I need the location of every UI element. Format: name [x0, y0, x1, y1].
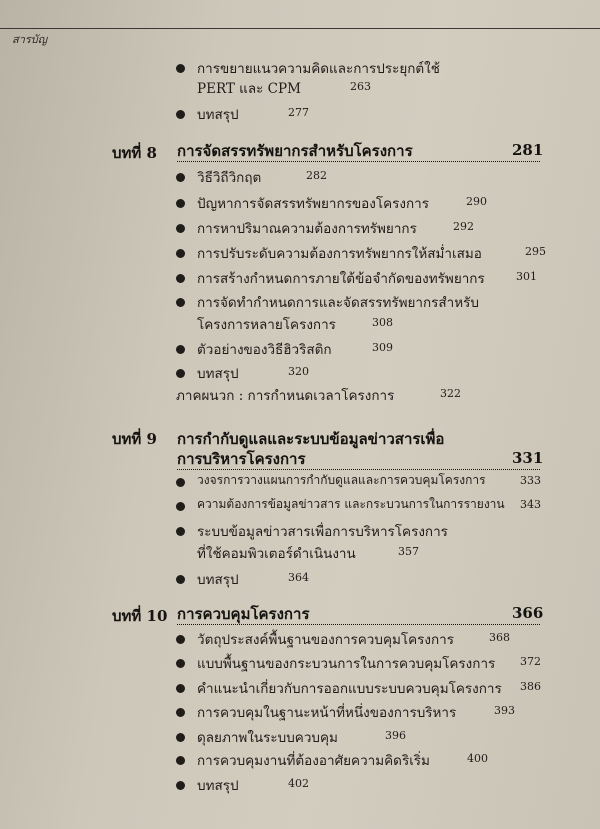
toc-entry-page: 386 — [520, 680, 541, 693]
toc-entry-text: วัตถุประสงค์พื้นฐานของการควบคุมโครงการ — [197, 632, 455, 648]
toc-entry-text: การควบคุมงานที่ต้องอาศัยความคิดริเริ่ม — [197, 753, 430, 769]
chapter-title: การกำกับดูแลและระบบข้อมูลข่าวสารเพื่อ — [177, 430, 445, 448]
chapter-number: บทที่ 10 — [112, 607, 168, 625]
toc-entry-text: การจัดทำกำหนดการและจัดสรรทรัพยากรสำหรับ — [197, 295, 479, 311]
bullet-icon — [176, 527, 185, 536]
toc-entry-text: บทสรุป — [197, 107, 239, 123]
toc-entry-page: 364 — [288, 571, 309, 584]
bullet-icon — [176, 756, 185, 765]
toc-entry-page: 400 — [467, 752, 488, 765]
toc-entry-text: การหาปริมาณความต้องการทรัพยากร — [197, 221, 417, 237]
bullet-icon — [176, 575, 185, 584]
chapter-page-number: 281 — [512, 141, 544, 159]
toc-entry-page: 309 — [372, 341, 393, 354]
toc-entry-page: 402 — [288, 777, 309, 790]
bullet-icon — [176, 249, 185, 258]
toc-entry-page: 322 — [440, 387, 461, 400]
bullet-icon — [176, 64, 185, 73]
bullet-icon — [176, 274, 185, 283]
toc-entry-text: ดุลยภาพในระบบควบคุม — [197, 730, 338, 746]
toc-entry-text: วิธีวิถีวิกฤต — [197, 170, 262, 186]
toc-entry-page: 372 — [520, 655, 541, 668]
bullet-icon — [176, 110, 185, 119]
bullet-icon — [176, 369, 185, 378]
toc-entry-text: การสร้างกำหนดการภายใต้ข้อจำกัดของทรัพยากร — [197, 271, 485, 287]
bullet-icon — [176, 345, 185, 354]
toc-entry-page: 393 — [494, 704, 515, 717]
toc-entry-page: 333 — [520, 474, 541, 487]
bullet-icon — [176, 173, 185, 182]
toc-entry-text: วงจรการวางแผนการกำกับดูแลและการควบคุมโครงการ — [197, 473, 486, 487]
toc-entry-page: 295 — [525, 245, 546, 258]
toc-entry-page: 308 — [372, 316, 393, 329]
toc-entry-text: การปรับระดับความต้องการทรัพยากรให้สม่ำเสมอ — [197, 246, 482, 262]
bullet-icon — [176, 635, 185, 644]
toc-entry-text: ความต้องการข้อมูลข่าวสาร และกระบวนการในการรายงาน — [197, 497, 505, 511]
toc-entry-text: การควบคุมในฐานะหน้าที่หนึ่งของการบริหาร — [197, 705, 457, 721]
chapter-title: การควบคุมโครงการ — [177, 604, 540, 625]
toc-entry-page: 292 — [453, 220, 474, 233]
toc-entry-text: แบบพื้นฐานของกระบวนการในการควบคุมโครงการ — [197, 656, 496, 672]
toc-entry-text: ที่ใช้คอมพิวเตอร์ดำเนินงาน — [197, 546, 356, 562]
toc-entry-page: 343 — [520, 498, 541, 511]
chapter-number: บทที่ 8 — [112, 144, 157, 162]
bullet-icon — [176, 708, 185, 717]
toc-entry-text: ระบบข้อมูลข่าวสารเพื่อการบริหารโครงการ — [197, 524, 448, 540]
toc-entry-text: คำแนะนำเกี่ยวกับการออกแบบระบบควบคุมโครงการ — [197, 681, 502, 697]
toc-entry-text: PERT และ CPM — [197, 81, 301, 97]
bullet-icon — [176, 478, 185, 487]
bullet-icon — [176, 502, 185, 511]
bullet-icon — [176, 684, 185, 693]
toc-entry-page: 396 — [385, 729, 406, 742]
bullet-icon — [176, 781, 185, 790]
chapter-page-number: 366 — [512, 604, 544, 622]
chapter-number: บทที่ 9 — [112, 430, 157, 448]
bullet-icon — [176, 298, 185, 307]
toc-entry-text: ตัวอย่างของวิธีฮิวริสติก — [197, 342, 332, 358]
chapter-page-number: 331 — [512, 449, 544, 467]
toc-entry-text: โครงการหลายโครงการ — [197, 317, 336, 333]
toc-entry-page: 282 — [306, 169, 327, 182]
chapter-title: การจัดสรรทรัพยากรสำหรับโครงการ — [177, 141, 540, 162]
toc-entry-page: 277 — [288, 106, 309, 119]
toc-entry-text: บทสรุป — [197, 572, 239, 588]
toc-entry-page: 290 — [466, 195, 487, 208]
page-header: สารบัญ — [12, 33, 48, 46]
toc-entry-page: 301 — [516, 270, 537, 283]
toc-entry-text: บทสรุป — [197, 778, 239, 794]
toc-entry-page: 320 — [288, 365, 309, 378]
toc-entry-page: 368 — [489, 631, 510, 644]
toc-entry-page: 357 — [398, 545, 419, 558]
toc-entry-text: ปัญหาการจัดสรรทรัพยากรของโครงการ — [197, 196, 429, 212]
header-rule — [0, 28, 600, 29]
bullet-icon — [176, 659, 185, 668]
toc-entry-text: บทสรุป — [197, 366, 239, 382]
toc-entry-text: การขยายแนวความคิดและการประยุกต์ใช้ — [197, 61, 440, 77]
toc-entry-text: ภาคผนวก : การกำหนดเวลาโครงการ — [176, 388, 395, 404]
bullet-icon — [176, 224, 185, 233]
bullet-icon — [176, 733, 185, 742]
toc-entry-page: 263 — [350, 80, 371, 93]
chapter-title: การบริหารโครงการ — [177, 449, 540, 470]
bullet-icon — [176, 199, 185, 208]
